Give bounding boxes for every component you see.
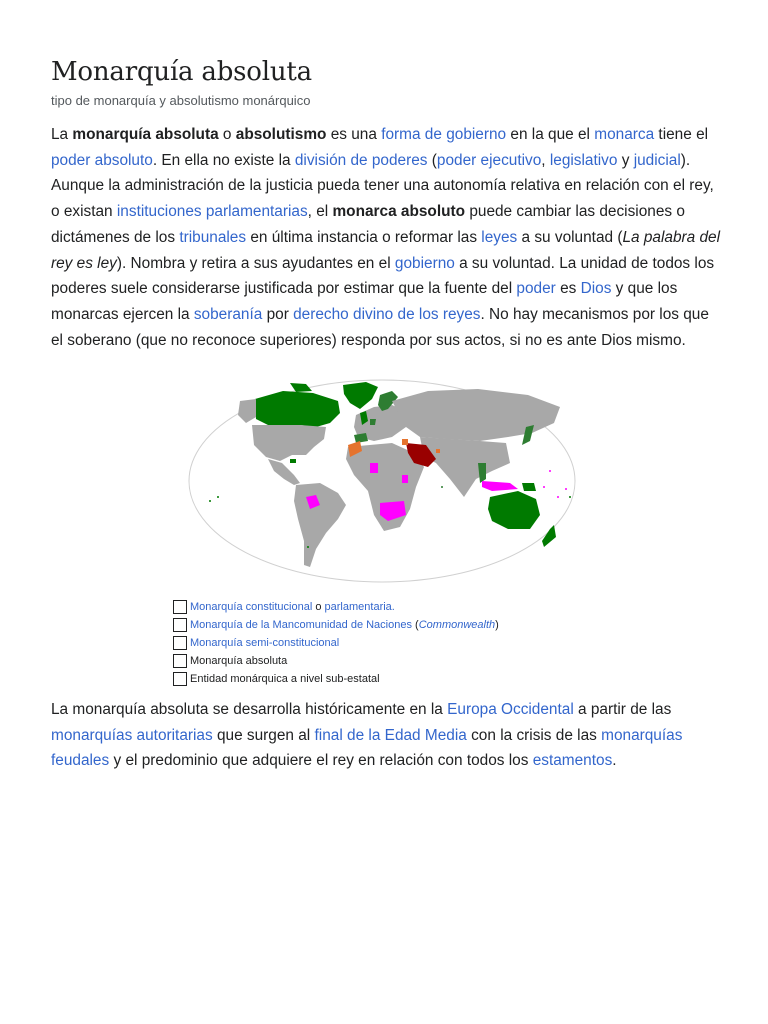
legend-text: Monarquía absoluta [190,655,288,667]
text-run: es una [326,126,382,143]
link-estamentos[interactable]: estamentos [532,752,613,770]
text-run: que surgen al [212,726,315,744]
world-monarchies-map [188,379,576,583]
text-run: . En ella no existe la [152,151,295,169]
text-run: y que los monarcas ejercen la [51,280,678,323]
legend-link-semi-constitutional[interactable]: Monarquía semi-constitucional [190,637,340,649]
text-run: . No hay mecanismos por los que el soberano (que no reconoce superiores) responda por sus actos, si no es ante Dios mismo. [51,305,709,349]
page-title: Monarquía absoluta [51,57,312,87]
text-run: puede cambiar las decisiones o dictámenes de los [51,203,685,246]
link-poder[interactable]: poder [516,280,556,298]
legend-text: ( [411,619,419,631]
island [209,500,211,502]
commonwealth-italic: Commonwealth [418,619,496,631]
link-leyes[interactable]: leyes [481,228,518,246]
papua-new-guinea [522,483,536,491]
italic-quote: La palabra del rey es ley [51,228,721,272]
text-run: La monarquía absoluta se desarrolla históricamente en la [51,701,448,718]
benelux [370,419,376,425]
link-monarca[interactable]: monarca [594,126,655,143]
island [565,488,567,490]
bold-term: monarquía absoluta [72,126,219,143]
legend-text: ) [495,619,499,631]
link-tribunales[interactable]: tribunales [179,228,247,246]
legend-link-commonwealth[interactable]: Monarquía de la Mancomunidad de Naciones [190,619,412,631]
text-run: , [541,151,550,169]
text-run: ( [427,151,437,169]
map-legend [173,598,499,688]
island [569,496,571,498]
text-run: en la que el [506,126,595,143]
nigeria [370,463,378,473]
island [217,496,219,498]
text-run: y el predominio que adquiere el rey en relación con todos los [109,752,533,770]
legend-swatch [173,654,187,668]
text-run: , el [307,203,333,221]
text-run: . [612,752,617,770]
history-paragraph [51,697,723,774]
text-run: y [617,151,634,169]
link-forma-de-gobierno[interactable]: forma de gobierno [381,126,507,143]
text-run: con la crisis de las [466,726,602,744]
link-monarquias-feudales[interactable]: monarquías feudales [51,726,683,770]
caribbean [290,459,296,463]
legend-item-sub-state [173,670,499,688]
island [557,496,559,498]
link-poder-absoluto[interactable]: poder absoluto [51,151,153,169]
link-monarquias-autoritarias[interactable]: monarquías autoritarias [51,726,213,744]
text-run: o [218,126,236,143]
text-run: por [262,305,294,323]
link-gobierno[interactable]: gobierno [394,254,455,272]
island [441,486,443,488]
text-run: en última instancia o reformar las [246,228,482,246]
bold-term: monarca absoluto [332,203,466,221]
legend-item-constitutional [173,598,499,616]
link-dios[interactable]: Dios [580,280,612,298]
text-run: a su voluntad. La unidad de todos los poderes suele considerarse justificada por estimar que la fuente del [51,254,715,298]
link-division-de-poderes[interactable]: división de poderes [294,151,428,169]
legend-item-semi-constitutional [173,634,499,652]
legend-swatch [173,672,187,686]
intro-paragraph [51,122,723,353]
text-run: es [555,280,581,298]
legend-link-commonwealth-italic[interactable] [419,619,495,631]
canadian-arctic [290,383,312,392]
island [307,546,309,548]
legend-text: Entidad monárquica a nivel sub-estatal [190,673,380,685]
legend-text: o [312,601,325,613]
text-run: La [51,126,73,143]
text-run: ). Nombra y retira a sus ayudantes en el [116,254,395,272]
link-soberania[interactable]: soberanía [193,305,263,323]
legend-item-commonwealth [173,616,499,634]
link-final-edad-media[interactable]: final de la Edad Media [314,726,467,744]
island [549,470,551,472]
text-run: tiene el [654,126,709,143]
link-judicial[interactable]: judicial [633,151,681,169]
legend-link-period[interactable]: . [391,601,395,613]
legend-swatch [173,618,187,632]
link-instituciones-parlamentarias[interactable]: instituciones parlamentarias [116,203,308,221]
link-poder-ejecutivo[interactable]: poder ejecutivo [436,151,542,169]
text-run: a su voluntad ( [517,228,623,246]
text-run: a partir de las [573,701,672,718]
text-run: ). Aunque la administración de la justicia pueda tener una autonomía relativa en relación con el rey, o existan [51,151,714,221]
uganda [402,475,408,483]
legend-link-constitutional[interactable]: Monarquía constitucional [190,601,313,613]
persian-gulf-state [436,449,440,453]
legend-swatch [173,600,187,614]
legend-swatch [173,636,187,650]
legend-link-parliamentary[interactable]: parlamentaria [324,601,392,613]
link-derecho-divino[interactable]: derecho divino de los reyes [293,305,481,323]
jordan [402,439,408,445]
bold-term: absolutismo [235,126,327,143]
island [543,486,545,488]
page-subtitle: tipo de monarquía y absolutismo monárquico [51,93,311,108]
link-legislativo[interactable]: legislativo [549,151,618,169]
legend-item-absolute [173,652,499,670]
link-europa-occidental[interactable]: Europa Occidental [447,701,574,718]
